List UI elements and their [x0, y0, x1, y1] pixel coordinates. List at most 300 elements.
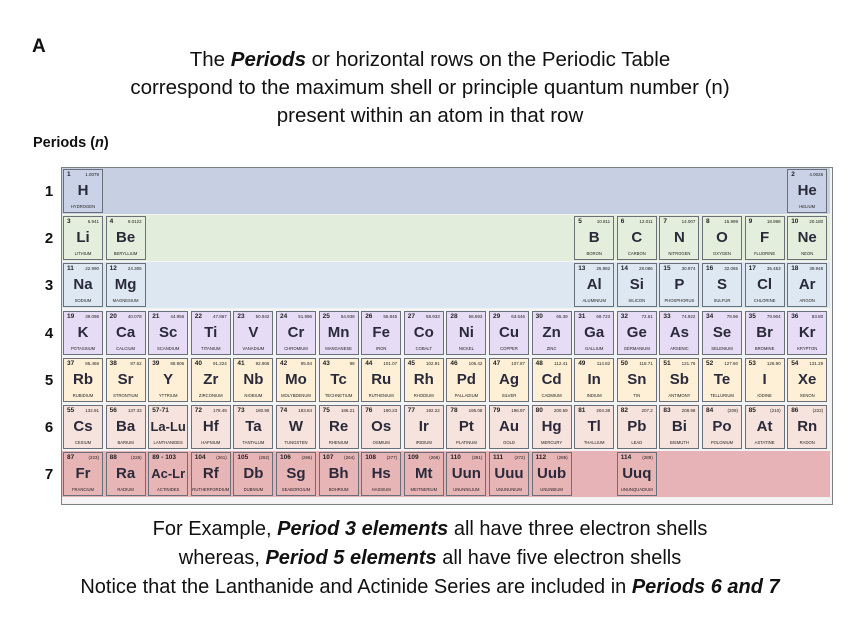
atomic-mass: (281) [471, 455, 483, 461]
atomic-mass: (209) [727, 408, 738, 413]
atomic-number: 109 [407, 454, 419, 462]
atomic-number: 42 [280, 359, 288, 367]
element-name: SEABORGIUM [281, 487, 311, 493]
element-symbol: N [673, 229, 685, 247]
atomic-mass: 106.42 [468, 360, 483, 366]
element-symbol: Pd [456, 370, 476, 388]
element-cell-uuu [489, 452, 529, 496]
element-name: LITHIUM [74, 251, 92, 257]
element-cell-uun [446, 452, 486, 496]
element-symbol: Te [713, 370, 731, 388]
element-cell-i [745, 358, 785, 402]
element-cell-au [489, 405, 529, 449]
element-cell-k [63, 311, 103, 355]
atomic-number: 48 [535, 359, 543, 367]
element-cell-mo [276, 358, 316, 402]
element-cell-po [702, 405, 742, 449]
atomic-mass: 40.078 [127, 313, 142, 319]
atomic-mass: 95.94 [300, 360, 312, 366]
atomic-number: 7 [663, 218, 668, 226]
atomic-number: 40 [194, 359, 203, 367]
atomic-number: 24 [280, 312, 288, 320]
element-name: GERMANIUM [623, 345, 650, 351]
element-symbol: Se [712, 323, 732, 341]
element-name: RUTHENIUM [368, 392, 394, 398]
element-symbol: Si [629, 276, 644, 294]
atomic-number: 20 [109, 312, 117, 320]
element-name: SELENIUM [711, 345, 733, 351]
element-symbol: Na [73, 276, 93, 294]
element-cell-f [745, 216, 785, 260]
element-symbol: Hf [202, 418, 219, 435]
atomic-number: 81 [578, 407, 586, 414]
atomic-number: 44 [365, 359, 373, 367]
element-cell-ru [361, 358, 401, 402]
element-cell-pb [617, 405, 657, 449]
element-cell-in [574, 358, 614, 402]
atomic-number: 106 [280, 454, 291, 462]
element-cell-cl [745, 263, 785, 307]
element-symbol: Cd [541, 370, 562, 388]
element-name: CALCIUM [116, 345, 136, 351]
element-cell-at [745, 405, 785, 449]
element-cell-fr [63, 452, 103, 496]
element-cell-pd [446, 358, 486, 402]
element-name: NITROGEN [668, 251, 691, 257]
element-cell-ag [489, 358, 529, 402]
element-cell-sn [617, 358, 657, 402]
atomic-number: 34 [706, 312, 714, 320]
atomic-number: 75 [322, 407, 330, 414]
element-cell-bi [659, 405, 699, 449]
atomic-mass: 10.811 [596, 219, 611, 225]
element-cell-ta [233, 405, 273, 449]
element-symbol: Ba [116, 418, 136, 435]
atomic-number: 6 [620, 218, 625, 226]
element-name: MAGNESIUM [112, 298, 139, 304]
element-symbol: Cl [757, 276, 773, 294]
element-cell-he [787, 169, 827, 213]
element-cell-ra [106, 452, 146, 496]
atomic-mass: 186.21 [340, 408, 355, 413]
atomic-number: 107 [322, 454, 334, 462]
element-cell-tl [574, 405, 614, 449]
element-cell-cu [489, 311, 529, 355]
footer-line-3: Notice that the Lanthanide and Actinide Series are included in Periods 6 and 7 [80, 576, 780, 598]
element-symbol: Pb [627, 418, 647, 435]
element-name: CADMIUM [541, 392, 562, 398]
element-cell-al [574, 263, 614, 307]
element-name: IODINE [757, 392, 772, 398]
element-symbol: O [716, 229, 728, 247]
element-cell-o [702, 216, 742, 260]
element-symbol: Ca [116, 323, 136, 341]
atomic-mass: 69.723 [596, 313, 611, 319]
element-name: KRYPTON [797, 345, 818, 351]
atomic-mass: 22.990 [85, 266, 99, 272]
element-symbol: Ne [797, 229, 817, 247]
element-name: YTTRIUM [158, 392, 178, 398]
atomic-mass: 207.2 [641, 408, 653, 413]
atomic-mass: 78.96 [726, 313, 738, 319]
atomic-number: 51 [663, 359, 671, 367]
element-cell-ca [106, 311, 146, 355]
atomic-mass: 183.84 [298, 408, 312, 413]
atomic-mass: (268) [429, 455, 440, 461]
atomic-number: 21 [152, 312, 160, 320]
element-name: PALLADIUM [454, 392, 479, 398]
atomic-number: 10 [791, 218, 799, 226]
atomic-number: 27 [407, 312, 416, 320]
element-name: RHODIUM [413, 392, 434, 398]
element-name: RADIUM [117, 487, 134, 493]
element-symbol: Os [371, 418, 392, 435]
atomic-mass: 204.38 [596, 408, 611, 413]
element-symbol: Cs [73, 418, 93, 435]
element-cell-v [233, 311, 273, 355]
element-cell-ne [787, 216, 827, 260]
element-cell-re [319, 405, 359, 449]
atomic-mass: 180.95 [255, 408, 270, 413]
atomic-mass: 195.08 [468, 408, 483, 413]
element-symbol: Uuu [494, 465, 524, 483]
atomic-mass: (264) [344, 455, 355, 461]
element-cell-s [702, 263, 742, 307]
atomic-mass: 118.71 [639, 360, 653, 366]
element-symbol: Tl [587, 418, 601, 435]
atomic-mass: 39.098 [85, 313, 99, 319]
element-cell-br [745, 311, 785, 355]
element-symbol: C [631, 229, 643, 247]
element-cell-sc [148, 311, 188, 355]
element-symbol: H [77, 182, 89, 199]
element-cell-kr [787, 311, 827, 355]
element-name: ZINC [546, 345, 557, 351]
atomic-mass: 4.0026 [809, 172, 824, 177]
atomic-number: 112 [535, 454, 547, 462]
atomic-number: 14 [620, 265, 629, 273]
element-symbol: Nb [243, 370, 264, 388]
atomic-number: 26 [365, 312, 373, 320]
atomic-mass: 32.065 [724, 266, 738, 272]
element-symbol: Cr [287, 323, 305, 341]
atomic-mass: 44.956 [170, 313, 185, 319]
atomic-number: 31 [578, 312, 586, 320]
element-name: UNUNUNIUM [496, 487, 522, 493]
element-cell-co [404, 311, 444, 355]
element-cell-si [617, 263, 657, 307]
element-cell-hs [361, 452, 401, 496]
element-symbol: Ru [371, 370, 392, 388]
atomic-mass: 20.180 [809, 219, 824, 225]
atomic-number: 15 [663, 265, 671, 273]
element-cell-pt [446, 405, 486, 449]
element-name: UNUNNILIUM [453, 487, 480, 493]
element-name: SCANDIUM [157, 345, 180, 351]
atomic-number: 45 [407, 359, 416, 367]
atomic-mass: 9.0122 [127, 219, 142, 225]
element-name: IRIDIUM [415, 440, 432, 445]
atomic-mass: 39.948 [809, 266, 824, 272]
atomic-number: 11 [67, 265, 74, 273]
atomic-number: 77 [407, 407, 416, 414]
element-name: SILICON [628, 298, 646, 304]
element-symbol: Uuq [622, 465, 652, 483]
element-name: ARSENIC [670, 345, 689, 351]
element-symbol: Ti [204, 323, 218, 341]
element-cell-la-lu [148, 405, 188, 449]
atomic-number: 114 [620, 454, 632, 462]
element-name: LANTHANIDES [153, 440, 183, 445]
atomic-number: 16 [706, 265, 714, 273]
element-cell-sr [106, 358, 146, 402]
atomic-number: 82 [620, 407, 629, 414]
atomic-number: 4 [109, 218, 114, 226]
element-name: SILVER [501, 392, 517, 398]
element-symbol: Ar [798, 276, 816, 294]
atomic-mass: 88.906 [170, 360, 185, 366]
atomic-mass: 35.453 [766, 266, 781, 272]
element-symbol: Li [76, 229, 90, 247]
element-name: GOLD [503, 440, 515, 445]
atomic-number: 12 [109, 265, 117, 273]
atomic-mass: 200.59 [553, 408, 568, 413]
element-symbol: Hs [371, 465, 391, 483]
atomic-mass: 114.82 [596, 360, 611, 366]
element-name: PHOSPHORUS [664, 298, 695, 304]
atomic-mass: 50.942 [255, 313, 270, 319]
element-symbol: Ir [418, 418, 429, 435]
element-name: COBALT [415, 345, 433, 351]
element-cell-uuq [617, 452, 657, 496]
atomic-mass: 55.845 [383, 313, 398, 319]
element-symbol: S [716, 276, 727, 294]
element-symbol: B [588, 229, 600, 247]
element-cell-ba [106, 405, 146, 449]
element-symbol: Db [243, 465, 264, 483]
element-name: BARIUM [117, 440, 134, 445]
element-symbol: Rh [413, 370, 434, 388]
element-symbol: Bi [671, 418, 687, 435]
atomic-number: 9 [748, 218, 753, 226]
element-symbol: Ge [626, 323, 647, 341]
element-name: TANTALUM [242, 440, 265, 445]
element-name: SODIUM [74, 298, 92, 304]
element-symbol: Sc [159, 323, 178, 341]
element-symbol: Sr [117, 370, 134, 388]
atomic-number: 50 [620, 359, 629, 367]
element-cell-n [659, 216, 699, 260]
atomic-number: 41 [237, 359, 245, 367]
atomic-mass: 131.29 [809, 360, 824, 366]
atomic-mass: 127.60 [724, 360, 738, 366]
element-symbol: Rb [73, 370, 93, 388]
element-symbol: La-Lu [150, 419, 186, 434]
element-name: VANADIUM [242, 345, 265, 351]
atomic-mass: (223) [88, 455, 99, 461]
element-symbol: Kr [798, 323, 816, 341]
element-cell-c [617, 216, 657, 260]
element-symbol: Ag [499, 370, 519, 388]
element-symbol: I [762, 370, 767, 388]
atomic-mass: 107.87 [511, 360, 525, 366]
element-symbol: At [756, 418, 773, 435]
atomic-number: 83 [663, 407, 671, 414]
atomic-number: 32 [620, 312, 629, 320]
atomic-mass: 126.90 [766, 360, 781, 366]
element-name: FLUORINE [754, 251, 776, 257]
element-name: ANTIMONY [668, 392, 691, 398]
element-symbol: Re [329, 418, 349, 435]
element-name: FRANCIUM [71, 487, 95, 493]
atomic-mass: (266) [301, 455, 312, 461]
atomic-mass: 26.982 [596, 266, 611, 272]
atomic-mass: (261) [216, 455, 227, 461]
atomic-mass: 51.996 [298, 313, 312, 319]
footer-line-1: For Example, Period 3 elements all have three electron shells [152, 518, 708, 540]
element-symbol: Uub [537, 465, 567, 483]
element-name: HYDROGEN [70, 204, 96, 209]
element-name: INDIUM [586, 392, 602, 398]
atomic-mass: (277) [386, 455, 398, 461]
atomic-mass: 58.933 [426, 313, 440, 319]
element-cell-zn [532, 311, 572, 355]
element-symbol: Mn [327, 323, 350, 341]
atomic-number: 53 [748, 359, 756, 367]
atomic-mass: 58.693 [468, 313, 483, 319]
element-name: LEAD [631, 440, 643, 445]
atomic-mass: 15.999 [724, 219, 738, 225]
element-name: TECHNETIUM [324, 392, 353, 398]
element-name: HASSIUM [371, 487, 391, 493]
element-symbol: Zn [542, 323, 561, 341]
element-name: UNUNBIUM [540, 487, 563, 493]
element-cell-te [702, 358, 742, 402]
element-symbol: Ni [458, 323, 474, 341]
atomic-number: 2 [791, 171, 795, 178]
atomic-number: 39 [152, 359, 160, 367]
atomic-mass: 92.906 [255, 360, 270, 366]
element-cell-bh [319, 452, 359, 496]
atomic-number: 29 [493, 312, 501, 320]
atomic-number: 55 [67, 407, 75, 414]
element-symbol: Sg [286, 465, 306, 483]
atomic-mass: 112.41 [554, 360, 568, 366]
atomic-mass: 74.922 [681, 313, 696, 319]
atomic-mass: 1.0079 [85, 172, 99, 177]
element-name: HELIUM [799, 204, 816, 209]
element-cell-ni [446, 311, 486, 355]
element-symbol: Ga [584, 323, 605, 341]
atomic-number: 74 [280, 407, 288, 414]
element-symbol: Tc [330, 370, 347, 388]
element-symbol: Rf [202, 465, 219, 483]
element-cell-ga [574, 311, 614, 355]
element-name: NICKEL [458, 345, 474, 351]
element-name: TITANIUM [201, 345, 221, 351]
element-cell-tc [319, 358, 359, 402]
element-name: TUNGSTEN [284, 440, 308, 445]
element-name: DUBNIUM [243, 487, 264, 493]
element-symbol: W [288, 418, 304, 435]
element-cell-cr [276, 311, 316, 355]
atomic-number: 19 [67, 312, 75, 320]
atomic-mass: 91.224 [213, 360, 227, 366]
element-cell-mn [319, 311, 359, 355]
element-name: ASTATINE [754, 440, 775, 445]
element-symbol: Ac-Lr [151, 466, 186, 482]
element-symbol: Ra [116, 465, 136, 483]
element-name: MEITNERIUM [410, 487, 438, 493]
element-symbol: Mg [114, 276, 137, 294]
period-label-2: 2 [44, 230, 54, 248]
atomic-number: 18 [791, 265, 799, 273]
element-name: CHROMIUM [284, 345, 308, 351]
atomic-number: 35 [748, 312, 756, 320]
element-symbol: F [760, 229, 770, 247]
element-cell-na [63, 263, 103, 307]
element-symbol: Mo [285, 370, 307, 388]
atomic-number: 76 [365, 407, 373, 414]
atomic-mass: 28.086 [639, 266, 653, 272]
atomic-number: 56 [109, 407, 117, 414]
atomic-mass: 87.62 [130, 360, 142, 366]
element-cell-w [276, 405, 316, 449]
atomic-mass: 85.468 [85, 360, 99, 366]
element-cell-ti [191, 311, 231, 355]
element-name: BISMUTH [669, 440, 689, 445]
atomic-mass: 190.23 [383, 408, 398, 413]
element-name: POLONIUM [710, 440, 734, 445]
element-name: UNUNQUADIUM [620, 487, 653, 493]
element-name: NIOBIUM [244, 392, 263, 398]
atomic-number: 33 [663, 312, 671, 320]
atomic-number: 105 [237, 454, 249, 462]
element-name: HAFNIUM [201, 440, 221, 445]
atomic-mass: (262) [258, 455, 270, 461]
element-name: CESIUM [74, 440, 92, 445]
atomic-number: 86 [791, 407, 799, 414]
element-cell-hf [191, 405, 231, 449]
element-cell-rf [191, 452, 231, 496]
element-symbol: Po [712, 418, 732, 435]
element-symbol: Pt [458, 418, 474, 435]
element-name: BOHRIUM [328, 487, 349, 493]
atomic-number: 25 [322, 312, 330, 320]
element-cell-rh [404, 358, 444, 402]
heading-line-2: correspond to the maximum shell or principle quantum number (n) [130, 76, 730, 99]
atomic-number: 5 [578, 218, 582, 226]
element-name: POTASSIUM [70, 345, 96, 351]
atomic-number: 22 [194, 312, 203, 320]
element-cell-mt [404, 452, 444, 496]
atomic-mass: 18.998 [766, 219, 781, 225]
atomic-mass: 102.91 [426, 360, 440, 366]
atomic-mass: 47.867 [213, 313, 227, 319]
atomic-mass: 79.904 [766, 313, 781, 319]
element-name: OXYGEN [713, 251, 731, 257]
element-name: TIN [633, 392, 641, 398]
element-cell-mg [106, 263, 146, 307]
element-symbol: Bh [328, 465, 349, 483]
element-name: ACTINIDES [157, 487, 180, 493]
period-label-6: 6 [44, 419, 54, 436]
atomic-number: 54 [791, 359, 799, 367]
atomic-mass: 121.76 [681, 360, 696, 366]
period-label-5: 5 [44, 371, 54, 389]
panel-label: A [32, 36, 46, 57]
element-cell-ac-lr [148, 452, 188, 496]
